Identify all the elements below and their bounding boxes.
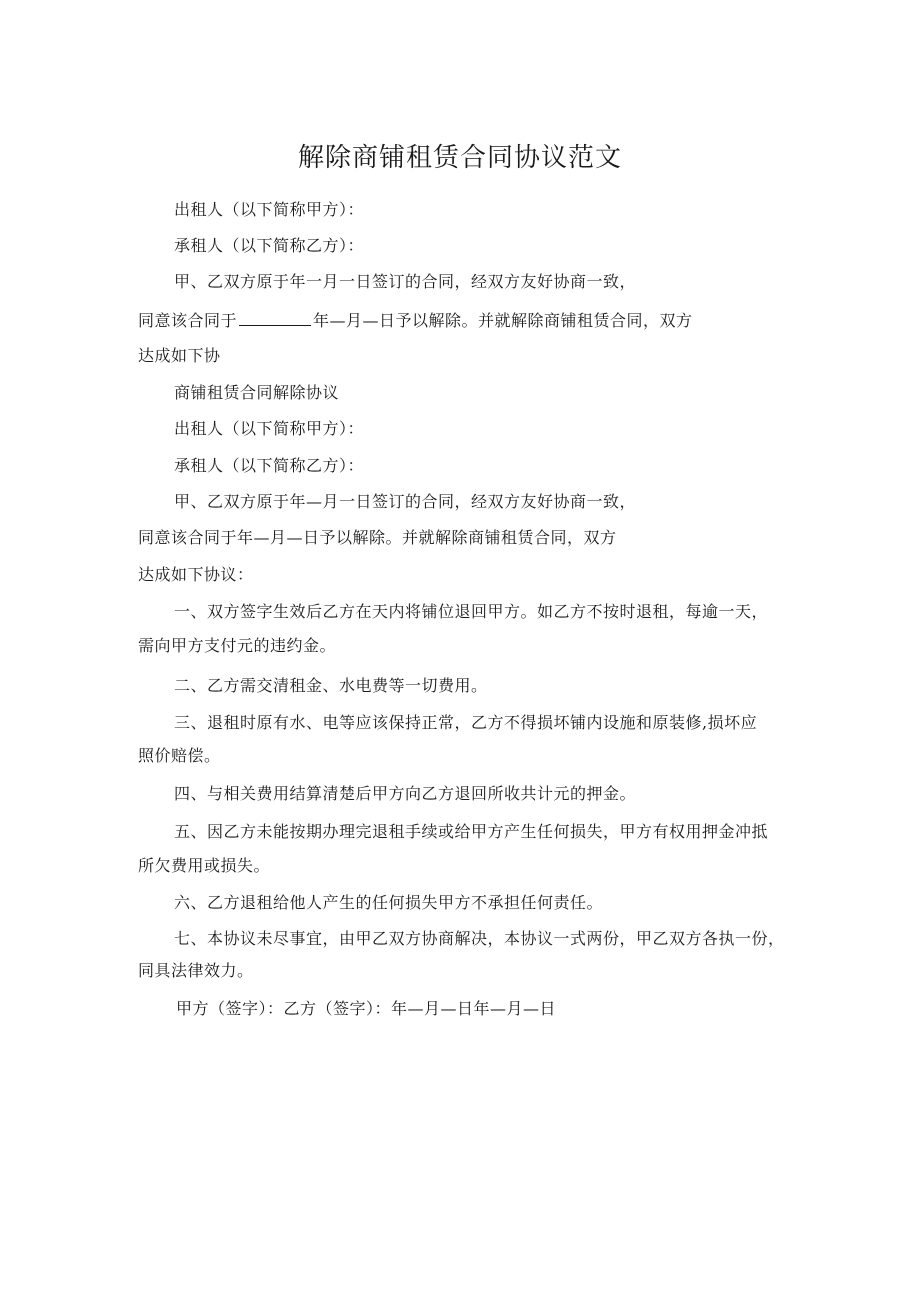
intro-paragraph-line-2 [138, 308, 693, 333]
clause-5-line-1: 五、因乙方未能按期办理完退租手续或给甲方产生任何损失，甲方有权用押金冲抵 [174, 822, 769, 841]
clause-1-line-1: 一、双方签字生效后乙方在天内将铺位退回甲方。如乙方不按时退租，每逾一天， [174, 602, 769, 621]
date-blank-underline [239, 308, 311, 326]
clause-3-line-1: 三、退租时原有水、电等应该保持正常，乙方不得损坏铺内设施和原装修,损坏应 [174, 713, 758, 732]
clause-6-line-1: 六、乙方退租给他人产生的任何损失甲方不承担任何责任。 [174, 893, 604, 912]
intro-paragraph-line-2-end: 年—月—日予以解除。并就解除商铺租赁合同，双方 [313, 311, 693, 330]
agreement-paragraph-line-1: 甲、乙双方原于年—月一日签订的合同，经双方友好协商一致， [174, 492, 637, 511]
clause-3-line-2: 照价赔偿。 [138, 746, 221, 765]
agreement-paragraph-line-3: 达成如下协议： [138, 565, 254, 584]
clause-2-line-1: 二、乙方需交清租金、水电费等一切费用。 [174, 676, 488, 695]
clause-7-line-1: 七、本协议未尽事宜，由甲乙双方协商解决，本协议一式两份，甲乙双方各执一份， [174, 929, 785, 948]
clause-4-line-1: 四、与相关费用结算清楚后甲方向乙方退回所收共计元的押金。 [174, 784, 637, 803]
agreement-heading: 商铺租赁合同解除协议 [174, 383, 340, 402]
agreement-paragraph-line-2: 同意该合同于年—月—日予以解除。并就解除商铺租赁合同，双方 [138, 528, 617, 547]
agreement-lessor-line: 出租人（以下简称甲方）： [174, 419, 365, 438]
document-title: 解除商铺租赁合同协议范文 [297, 143, 622, 173]
clause-1-line-2: 需向甲方支付元的违约金。 [138, 636, 337, 655]
signature-line: 甲方（签字）：乙方（签字）：年—月—日年—月—日 [176, 999, 557, 1018]
intro-paragraph-line-3: 达成如下协 [138, 346, 221, 365]
intro-lessor-line: 出租人（以下简称甲方）： [174, 200, 365, 219]
agreement-lessee-line: 承租人（以下简称乙方）： [174, 456, 365, 475]
intro-lessee-line: 承租人（以下简称乙方）： [174, 236, 365, 255]
clause-7-line-2: 同具法律效力。 [138, 961, 254, 980]
intro-paragraph-line-1: 甲、乙双方原于年一月一日签订的合同，经双方友好协商一致， [174, 272, 637, 291]
clause-5-line-2: 所欠费用或损失。 [138, 856, 271, 875]
intro-paragraph-line-2-start: 同意该合同于 [138, 311, 238, 330]
